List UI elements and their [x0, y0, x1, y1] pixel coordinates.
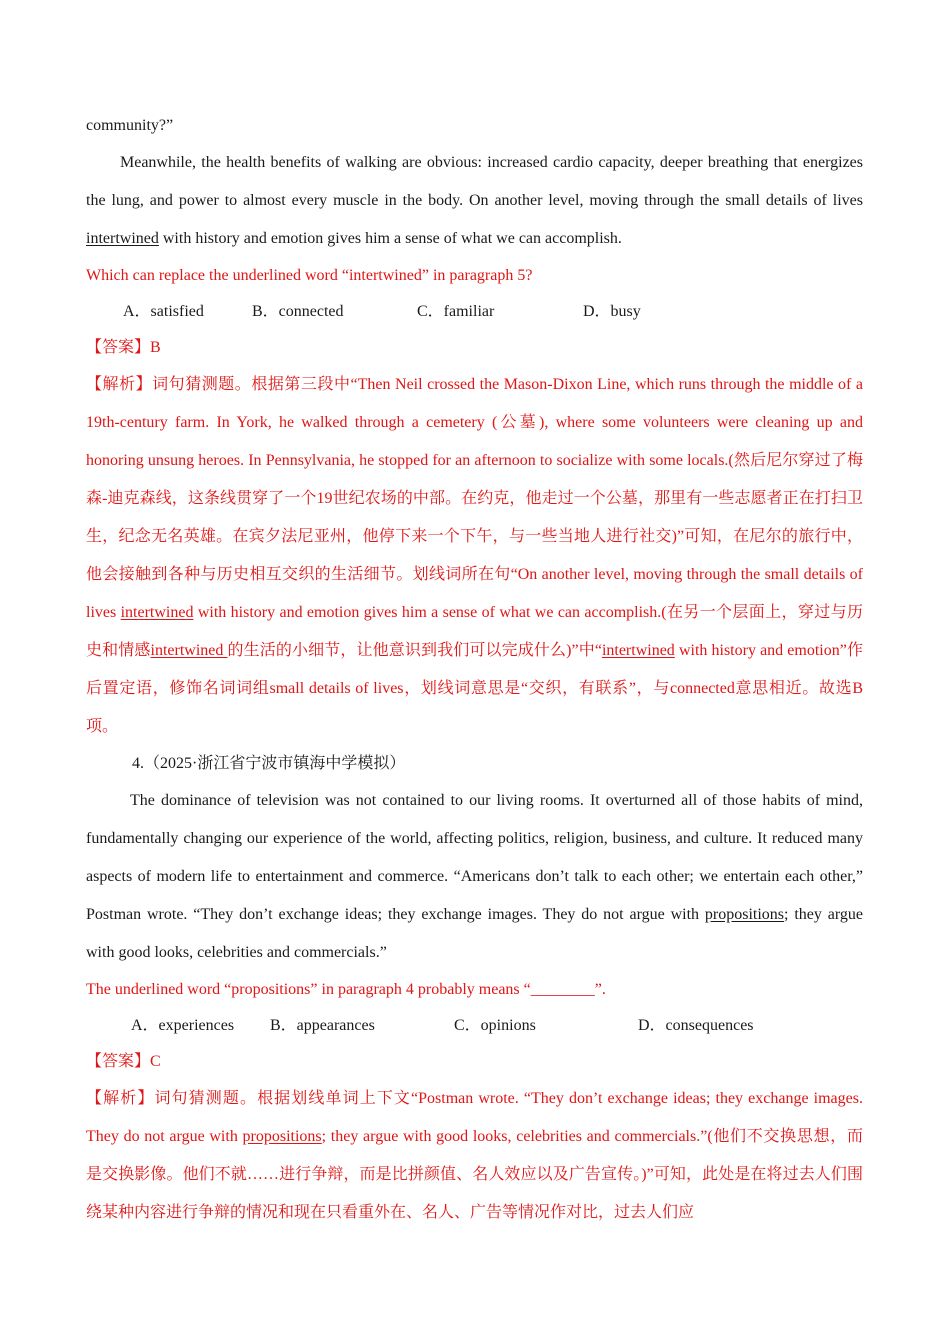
- q4-answer: 【答案】C: [86, 1053, 161, 1070]
- q3-answer: 【答案】B: [86, 339, 161, 356]
- q3-analysis: 【解析】词句猜测题。根据第三段中“Then Neil crossed the Mason-Dixon Line, which runs through the middle of a 19th-century farm. In York, he walked through a cemetery (公墓), where some volunteers were cleaning up and honoring unsung heroes. In Pennsylvania, he stopped for an afternoon to socialize with some locals.(然后尼尔穿过了梅森-迪克森线，这条线贯穿了一个19世纪农场的中部。在约克，他走过一个公墓，那里有一些志愿者正在打扫卫生，纪念无名英雄。在宾夕法尼亚州，他停下来一个下午，与一些当地人进行社交)”可知，在尼尔的旅行中，他会接触到各种与历史相互交织的生活细节。划线词所在句“On another level, moving through the small details of lives intertwined with history and emotion gives him a sense of what we can accomplish.(在另一个层面上，穿过与历史和情感intertwined 的生活的小细节，让他意识到我们可以完成什么)”中“intertwined with history and emotion”作后置定语，修饰名词词组small details of lives，划线词意思是“交织，有联系”，与connected意思相近。故选B项。: [86, 376, 863, 735]
- underlined-word: intertwined: [601, 642, 675, 659]
- q4-option-c: C．opinions: [454, 1017, 536, 1034]
- underlined-word: propositions: [704, 906, 785, 923]
- q3-option-c: C．familiar: [417, 303, 495, 320]
- q3-question: Which can replace the underlined word “intertwined” in paragraph 5?: [86, 267, 533, 284]
- q3-option-d: D．busy: [583, 303, 641, 320]
- q4-source: 4.（2025·浙江省宁波市镇海中学模拟）: [132, 755, 406, 772]
- q4-question: The underlined word “propositions” in paragraph 4 probably means “________”.: [86, 981, 606, 998]
- q3-passage-paragraph: Meanwhile, the health benefits of walking are obvious: increased cardio capacity, deeper breathing that energizes the lung, and power to almost every muscle in the body. On another level, moving through the small details of lives intertwined with history and emotion gives him a sense of what we can accomplish.: [86, 154, 863, 247]
- q4-options: [86, 1008, 863, 1044]
- underlined-word: intertwined: [86, 230, 159, 247]
- q4-option-a: A．experiences: [131, 1017, 235, 1034]
- passage-end: community?”: [86, 117, 174, 134]
- underlined-word: intertwined: [150, 642, 228, 659]
- q3-options: [86, 294, 863, 330]
- underlined-word: intertwined: [120, 604, 194, 621]
- document-page: [86, 108, 863, 1232]
- q3-option-a: A．satisfied: [123, 303, 204, 320]
- q4-option-b: B．appearances: [270, 1017, 375, 1034]
- q4-option-d: D．consequences: [638, 1017, 754, 1034]
- q4-passage-paragraph: The dominance of television was not contained to our living rooms. It overturned all of those habits of mind, fundamentally changing our experience of the world, affecting politics, religion, business, and culture. It reduced many aspects of modern life to entertainment and commerce. “Americans don’t talk to each other; we entertain each other,” Postman wrote. “They don’t exchange ideas; they exchange images. They do not argue with propositions; they argue with good looks, celebrities and commercials.”: [86, 792, 864, 961]
- q3-option-b: B．connected: [252, 303, 344, 320]
- q4-analysis: 【解析】词句猜测题。根据划线单词上下文“Postman wrote. “They don’t exchange ideas; they exchange images. They do not argue with propositions; they argue with good looks, celebrities and commercials.”(他们不交换思想，而是交换影像。他们不就……进行争辩，而是比拼颜值、名人效应以及广告宣传。)”可知，此处是在将过去人们围绕某种内容进行争辩的情况和现在只看重外在、名人、广告等情况作对比，过去人们应: [86, 1090, 863, 1221]
- underlined-word: propositions: [242, 1128, 322, 1145]
